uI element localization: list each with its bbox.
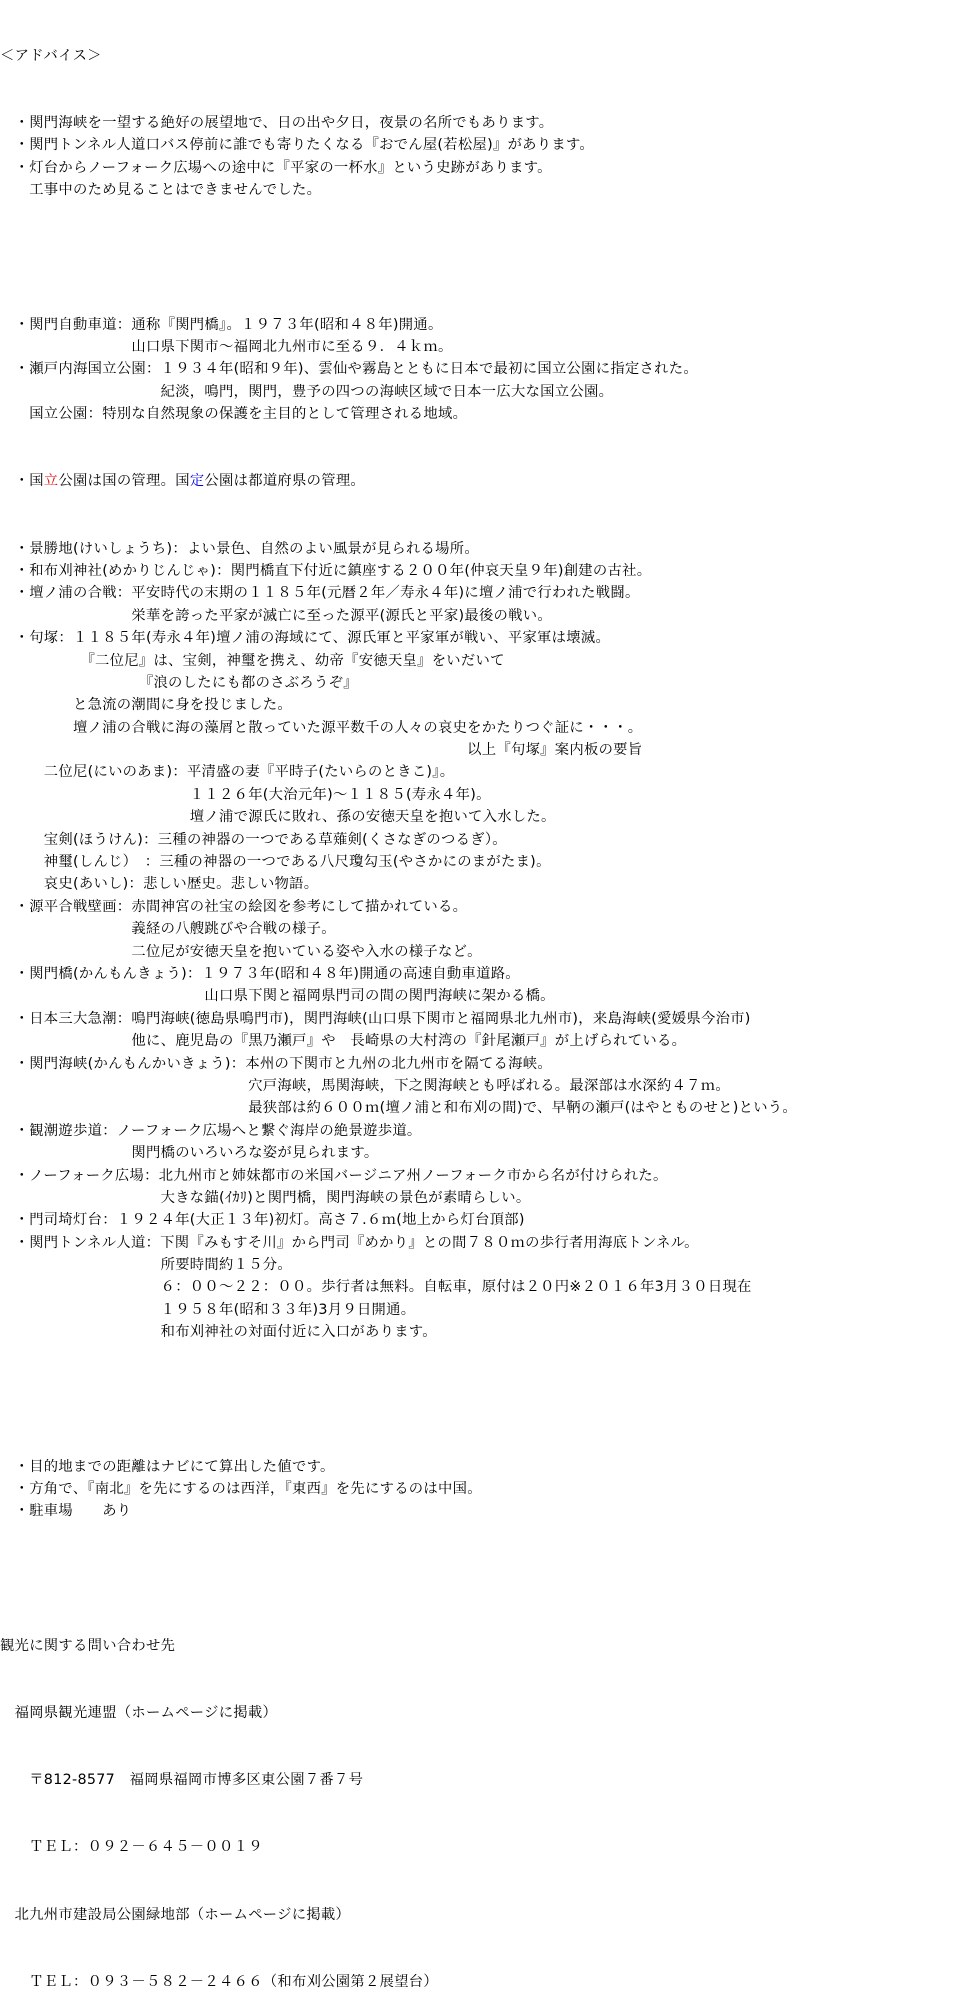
note-line: ・源平合戦壁画：赤間神宮の社宝の絵図を参考にして描かれている。 (0, 898, 468, 915)
note-line: ・壇ノ浦の合戦：平安時代の末期の１１８５年(元暦２年／寿永４年)に壇ノ浦で行われた戦闘。 (0, 585, 640, 602)
note-line: と急流の潮間に身を投じました。 (0, 697, 293, 714)
note-line: 栄華を誇った平家が滅亡に至った源平(源氏と平家)最後の戦い。 (0, 607, 552, 624)
advice-header: ＜アドバイス＞ (0, 47, 102, 64)
note-line: ・瀬戸内海国立公園：１９３４年(昭和９年)、雲仙や霧島とともに日本で最初に国立公園に指定された。 (0, 361, 698, 378)
note-line: 義経の八艘跳びや合戦の様子。 (0, 921, 336, 938)
contact-org-2-tel: ＴＥＬ：０９３－５８２－２４６６（和布刈公園第２展望台） (0, 1973, 439, 1990)
kokuritsu-text-1: ・国 (0, 473, 44, 490)
kokuritsu-red-char: 立 (43, 473, 59, 490)
note-line: 紀淡，鳴門，関門，豊予の四つの海峡区域で日本一広大な国立公園。 (0, 383, 614, 400)
note-line: 『浪のしたにも都のさぶろうぞ』 (0, 674, 358, 691)
note-line: ・関門トンネル人道：下関『みもすそ川』から門司『めかり』との間７８０ｍの歩行者用海底トンネル。 (0, 1234, 699, 1251)
note-line: 山口県下関市～福岡北九州市に至る９．４ｋｍ。 (0, 338, 453, 355)
kokuritsu-blue-char: 定 (189, 473, 205, 490)
note-line: ・景勝地(けいしょうち)：よい景色、自然のよい風景が見られる場所。 (0, 540, 479, 557)
contact-org-1: 福岡県観光連盟（ホームページに掲載） (0, 1705, 278, 1722)
note-line: 『二位尼』は、宝剣，神璽を携え、幼帝『安徳天皇』をいだいて (0, 652, 505, 669)
note-line: ・ノーフォーク広場：北九州市と姉妹都市の米国バージニア州ノーフォーク市から名が付けられた。 (0, 1167, 668, 1184)
note-line: ６：００～２２：００。歩行者は無料。自転車，原付は２０円※２０１６年3月３０日現在 (0, 1279, 752, 1296)
note-line: 山口県下関と福岡県門司の間の関門海峡に架かる橋。 (0, 988, 555, 1005)
note-line: ・門司埼灯台：１９２４年(大正１３年)初灯。高さ７.６ｍ(地上から灯台頂部) (0, 1212, 525, 1229)
note-line: ・関門自動車道：通称『関門橋』。１９７３年(昭和４８年)開通。 (0, 316, 443, 333)
advice-line: 工事中のため見ることはできませんでした。 (0, 182, 322, 199)
advice-line: ・灯台からノーフォーク広場への途中に『平家の一杯水』という史跡があります。 (0, 159, 552, 176)
note-line: １１２６年(大治元年)～１１８５(寿永４年)。 (0, 786, 491, 803)
kokuritsu-text-2: 公園は国の管理。国 (58, 473, 190, 490)
advice-line: ・関門海峡を一望する絶好の展望地で、日の出や夕日，夜景の名所でもあります。 (0, 115, 554, 132)
blank-line (0, 1568, 970, 1590)
note-line: ・方角で、『南北』を先にするのは西洋，『東西』を先にするのは中国。 (0, 1481, 482, 1498)
note-line: 二位尼が安徳天皇を抱いている姿や入水の様子など。 (0, 943, 482, 960)
advice-line: ・関門トンネル人道口バス停前に誰でも寄りたくなる『おでん屋(若松屋)』があります。 (0, 137, 595, 154)
kokuritsu-text-3: 公園は都道府県の管理。 (204, 473, 366, 490)
contact-org-2: 北九州市建設局公園緑地部（ホームページに掲載） (0, 1906, 351, 1923)
blank-line (0, 1388, 970, 1410)
note-line: 二位尼(にいのあま)：平清盛の妻『平時子(たいらのときこ)』。 (0, 764, 455, 781)
note-line: 他に、鹿児島の『黒乃瀬戸』や 長崎県の大村湾の『針尾瀬戸』が上げられている。 (0, 1033, 687, 1050)
note-line: 神璽(しんじ） ：三種の神器の一つである八尺瓊勾玉(やさかにのまがたま)。 (0, 854, 551, 871)
note-line: 和布刈神社の対面付近に入口があります。 (0, 1324, 437, 1341)
contact-title: 観光に関する問い合わせ先 (0, 1637, 176, 1654)
note-line: ・日本三大急潮：鳴門海峡(徳島県鳴門市)，関門海峡(山口県下関市と福岡県北九州市)，来島海峡(愛媛県今治市) (0, 1010, 751, 1027)
intro-list (0, 112, 970, 202)
note-line: 哀史(あいし)：悲しい歴史。悲しい物語。 (0, 876, 319, 893)
note-line: ・観潮遊歩道：ノーフォーク広場へと繋ぐ海岸の絶景遊歩道。 (0, 1122, 422, 1139)
note-line: 以上『句塚』案内板の要旨 (0, 742, 643, 759)
note-line: 穴戸海峡，馬関海峡，下之関海峡とも呼ばれる。最深部は水深約４７ｍ。 (0, 1077, 730, 1094)
note-line: ・句塚：１１８５年(寿永４年)壇ノ浦の海域にて、源氏軍と平家軍が戦い、平家軍は壊滅。 (0, 630, 611, 647)
note-line: ・関門橋(かんもんきょう)：１９７３年(昭和４８年)開通の高速自動車道路。 (0, 965, 520, 982)
note-line: ・関門海峡(かんもんかいきょう)：本州の下関市と九州の北九州市を隔てる海峡。 (0, 1055, 552, 1072)
kokuritsu-line (0, 470, 964, 492)
note-line: 宝剣(ほうけん)：三種の神器の一つである草薙剣(くさなぎのつるぎ）。 (0, 831, 507, 848)
notes-list-a (0, 314, 970, 426)
note-line: 壇ノ浦で源氏に敗れ、孫の安徳天皇を抱いて入水した。 (0, 809, 556, 826)
note-line: 最狭部は約６００ｍ(壇ノ浦と和布刈の間)で、早鞆の瀬戸(はやとものせと)という。 (0, 1100, 798, 1117)
note-line: 大きな錨(ｲｶﾘ)と関門橋，関門海峡の景色が素晴らしい。 (0, 1189, 531, 1206)
notes-list-c (0, 1456, 970, 1523)
notes-list-b (0, 538, 970, 1344)
contact-org-1-address: 〒812-8577 福岡県福岡市博多区東公園７番７号 (0, 1772, 364, 1789)
contact-org-1-tel: ＴＥＬ：０９２－６４５－００１９ (0, 1839, 263, 1856)
note-line: 関門橋のいろいろな姿が見られます。 (0, 1145, 379, 1162)
note-line: 壇ノ浦の合戦に海の藻屑と散っていた源平数千の人々の哀史をかたりつぐ証に・・・。 (0, 719, 643, 736)
note-line: ・目的地までの距離はナビにて算出した値です。 (0, 1458, 335, 1475)
note-line: ・駐車場 あり (0, 1503, 132, 1520)
blank-line (0, 246, 970, 268)
note-line: 国立公園：特別な自然現象の保護を主目的として管理される地域。 (0, 406, 468, 423)
note-line: 所要時間約１５分。 (0, 1257, 293, 1274)
note-line: １９５８年(昭和３３年)3月９日開通。 (0, 1301, 416, 1318)
note-line: ・和布刈神社(めかりじんじゃ)：関門橋直下付近に鎮座する２００年(仲哀天皇９年)創建の古社。 (0, 562, 652, 579)
